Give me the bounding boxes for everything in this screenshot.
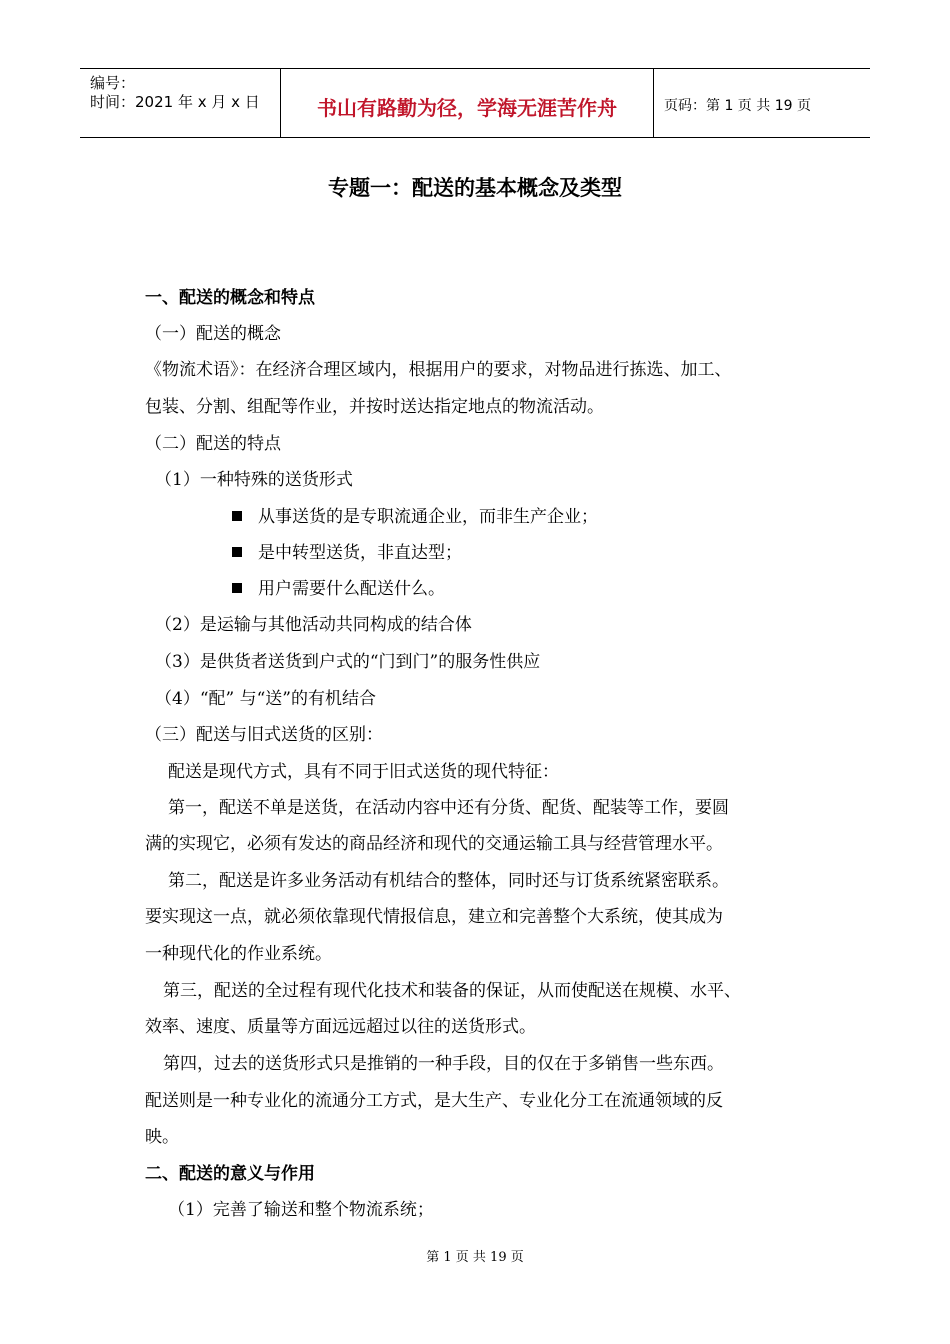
paragraph-line: 要实现这一点，就必须依靠现代情报信息，建立和完善整个大系统，使其成为 [145,907,723,927]
list-item: （3）是供货者送货到户式的“门到门”的服务性供应 [155,652,541,672]
paragraph-line: 配送是现代方式，具有不同于旧式送货的现代特征： [168,762,559,782]
subsection-heading: （三）配送与旧式送货的区别： [145,725,383,745]
paragraph-line: 满的实现它，必须有发达的商品经济和现代的交通运输工具与经营管理水平。 [145,834,723,854]
page-info: 页码：第 1 页 共 19 页 [664,98,811,114]
subsection-heading: （二）配送的特点 [145,434,281,454]
bullet-square-icon [232,547,242,557]
bullet-square-icon [232,511,242,521]
list-item: （1）完善了输送和整个物流系统； [168,1200,434,1220]
page-footer: 第 1 页 共 19 页 [426,1250,524,1265]
bullet-text: 用户需要什么配送什么。 [258,579,445,599]
header-meta-cell [80,69,281,137]
number-label: 编号： [90,74,136,92]
paragraph-line: 一种现代化的作业系统。 [145,944,332,964]
bullet-item [232,577,445,601]
list-item: （4）“配” 与“送”的有机结合 [155,689,376,709]
paragraph-line: 第三，配送的全过程有现代化技术和装备的保证，从而使配送在规模、水平、 [163,981,741,1001]
document-header [80,68,870,138]
paragraph-line: 第二，配送是许多业务活动有机结合的整体，同时还与订货系统紧密联系。 [168,871,729,891]
paragraph-line: 《物流术语》：在经济合理区域内，根据用户的要求，对物品进行拣选、加工、 [145,360,732,380]
header-page-cell [654,69,870,137]
paragraph-line: 第四，过去的送货形式只是推销的一种手段，目的仅在于多销售一些东西。 [163,1054,724,1074]
paragraph-line: 第一，配送不单是送货，在活动内容中还有分货、配货、配装等工作，要圆 [168,798,729,818]
subsection-heading: （一）配送的概念 [145,324,281,344]
paragraph-line: 映。 [145,1127,179,1147]
list-item: （1）一种特殊的送货形式 [155,470,353,490]
bullet-text: 从事送货的是专职流通企业，而非生产企业； [258,507,598,527]
section-heading: 一、配送的概念和特点 [145,288,315,308]
section-heading: 二、配送的意义与作用 [145,1164,315,1184]
motto: 书山有路勤为径，学海无涯苦作舟 [317,96,617,120]
bullet-text: 是中转型送货，非直达型； [258,543,462,563]
date-label: 时间：2021 年 x 月 x 日 [90,93,260,111]
header-motto-cell [281,69,654,137]
bullet-item [232,541,462,565]
paragraph-line: 包装、分割、组配等作业，并按时送达指定地点的物流活动。 [145,397,604,417]
bullet-square-icon [232,583,242,593]
document-title: 专题一：配送的基本概念及类型 [328,176,622,200]
bullet-item [232,505,598,529]
paragraph-line: 效率、速度、质量等方面远远超过以往的送货形式。 [145,1017,536,1037]
list-item: （2）是运输与其他活动共同构成的结合体 [155,615,472,635]
paragraph-line: 配送则是一种专业化的流通分工方式，是大生产、专业化分工在流通领域的反 [145,1091,723,1111]
